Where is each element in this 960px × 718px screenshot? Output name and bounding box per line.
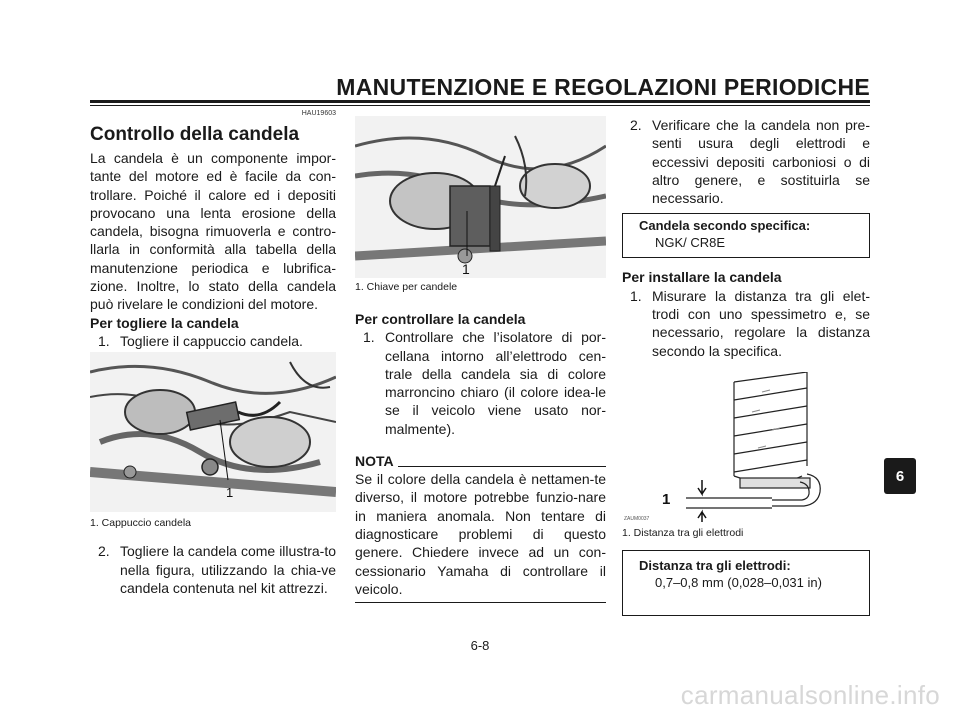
step-number: 2.	[630, 117, 642, 133]
header-rule	[90, 100, 870, 103]
nota-rule	[398, 466, 606, 467]
nota-text: Se il colore della candela è nettamen-te diverso, il motore potrebbe funzio-nare in maniera anomala. Non tentare di diagnosticare problemi di questo genere. Chiedere invece ad un con-cessionario Yamaha di controllare il veicolo.	[355, 471, 606, 597]
figure3-callout: 1	[662, 490, 671, 508]
check-heading: Per controllare la candela	[355, 311, 526, 327]
spec-box-electrode-gap	[622, 550, 870, 616]
install-step-1	[622, 287, 870, 360]
check-step-1	[355, 328, 606, 438]
figure-electrode-gap	[622, 372, 870, 522]
nota-block	[355, 452, 606, 603]
remove-heading: Per togliere la candela	[90, 314, 239, 331]
figure3-caption: 1. Distanza tra gli elettrodi	[622, 526, 744, 539]
step-text: Togliere la candela come illustra-to nella figura, utilizzando la chia-ve candela contenuta nel kit attrezzi.	[120, 543, 336, 596]
step-number: 1.	[98, 332, 110, 349]
step-text: Controllare che l’isolatore di por-cellana intorno all’elettrodo cen-trale della candela sia di colore marroncino chiaro (il colore idea-le se il veicolo viene usato nor-malmente).	[385, 329, 606, 437]
step-number: 1.	[363, 329, 375, 346]
figure-spark-plug-wrench	[355, 116, 606, 278]
chapter-tab: 6	[884, 458, 916, 494]
check-step-2	[622, 116, 870, 207]
wrench-photo-illustration	[355, 116, 606, 278]
engine-photo-illustration	[90, 352, 336, 512]
header-rule-thin	[90, 105, 870, 106]
install-heading: Per installare la candela	[622, 269, 782, 286]
intro-paragraph: La candela è un componente impor-tante del motore ed è facile da con-trollare. Poiché il calore ed i depositi provocano una lenta erosione della candela, bisogna rimuoverla e contro-llarla in conformità alla tabella della manutenzione periodica e lubrifica-zione. Inoltre, lo stato della candela può rivelare le condizioni del motore.	[90, 150, 336, 313]
figure1-caption: 1. Cappuccio candela	[90, 517, 191, 530]
figure1-callout: 1	[226, 485, 234, 501]
spark-plug-gap-diagram	[622, 372, 870, 522]
figure-spark-plug-cap	[90, 352, 336, 512]
figure2-caption: 1. Chiave per candele	[355, 281, 458, 293]
doc-code: HAU19603	[301, 110, 336, 117]
spec-value: 0,7–0,8 mm (0,028–0,031 in)	[655, 574, 822, 590]
nota-end-rule	[355, 602, 606, 603]
step-text: Misurare la distanza tra gli elet-trodi con uno spessimetro e, se necessario, regolare la distanza secondo la specifica.	[652, 287, 870, 359]
step-text: Verificare che la candela non pre-senti usura degli elettrodi e eccessivi depositi carboniosi o di altro genere, e sostituirla se necessario.	[652, 117, 870, 207]
page-header-title: MANUTENZIONE E REGOLAZIONI PERIODICHE	[336, 74, 870, 100]
step-number: 1.	[630, 287, 642, 304]
step-text: Togliere il cappuccio candela.	[120, 332, 303, 349]
section-title: Controllo della candela	[90, 124, 300, 145]
nota-label: NOTA	[355, 453, 394, 470]
column-left	[90, 110, 336, 597]
spec-label: Candela secondo specifica:	[639, 218, 811, 234]
remove-step-2	[90, 542, 336, 597]
spec-box-spark-plug	[622, 213, 870, 258]
figure3-code: ZAUM0037	[624, 515, 650, 522]
spec-label: Distanza tra gli elettrodi:	[639, 557, 791, 573]
watermark: carmanualsonline.info	[680, 680, 940, 710]
spec-value: NGK/ CR8E	[655, 235, 726, 251]
step-number: 2.	[98, 543, 110, 560]
nota-header	[355, 452, 606, 470]
column-right	[622, 110, 870, 616]
column-middle	[355, 110, 606, 603]
figure2-callout: 1	[462, 261, 470, 277]
page-number: 6-8	[470, 638, 490, 653]
remove-step-1	[90, 332, 336, 350]
